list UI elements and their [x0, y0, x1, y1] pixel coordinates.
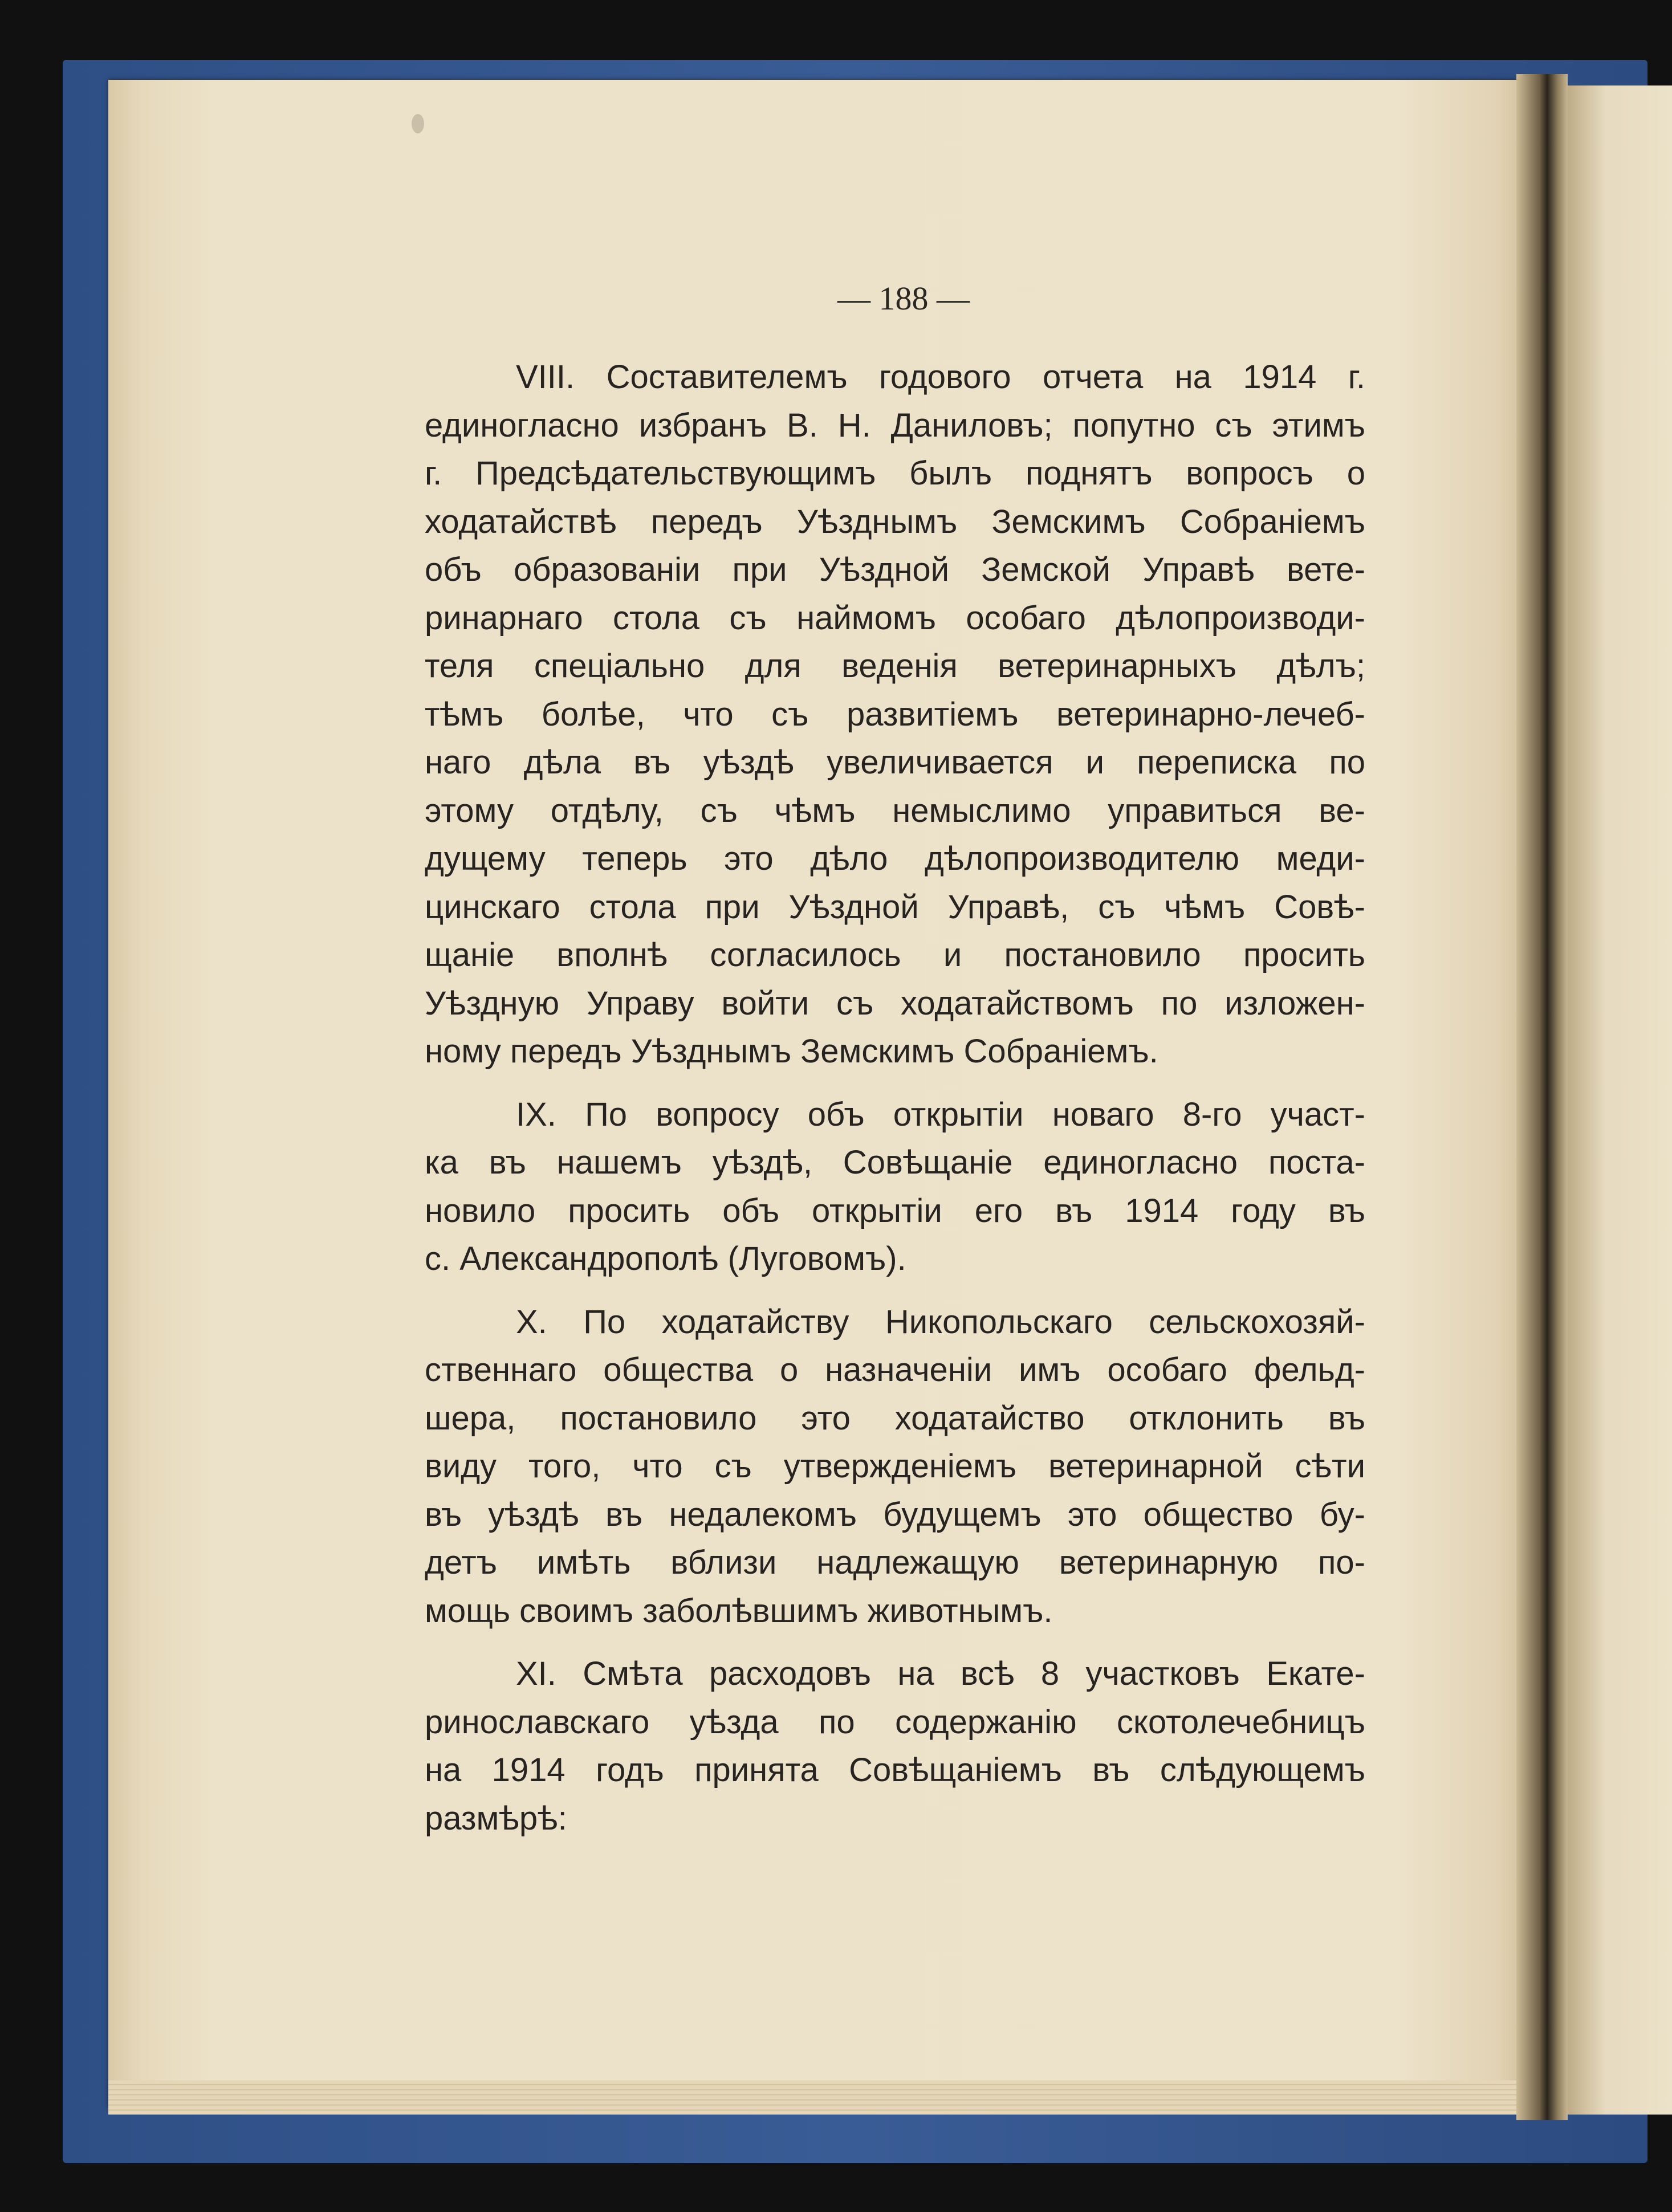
text-line: щаніе вполнѣ согласилось и постановило просить: [425, 936, 1365, 973]
text-line: этому отдѣлу, съ чѣмъ немыслимо управиться ве-: [425, 792, 1365, 829]
text-line: тѣмъ болѣе, что съ развитіемъ ветеринарно-лечеб-: [425, 695, 1365, 733]
text-line: IX. По вопросу объ открытіи новаго 8-го участ-: [516, 1095, 1365, 1133]
paragraph: [425, 1650, 1365, 1843]
text-line: VIII. Составителемъ годового отчета на 1914 г.: [516, 359, 1365, 396]
text-line: г. Предсѣдательствующимъ былъ поднятъ вопросъ о: [425, 455, 1365, 492]
page-number: — 188 —: [837, 280, 970, 317]
text-line: теля спеціально для веденія ветеринарныхъ дѣлъ;: [425, 647, 1365, 685]
paragraph: [425, 1091, 1365, 1284]
text-line: с. Александрополѣ (Луговомъ).: [425, 1240, 906, 1277]
text-line: въ уѣздѣ въ недалекомъ будущемъ это общество бу-: [425, 1496, 1365, 1533]
text-line: наго дѣла въ уѣздѣ увеличивается и переписка по: [425, 744, 1365, 781]
text-line: Уѣздную Управу войти съ ходатайствомъ по изложен-: [425, 984, 1365, 1022]
text-line: шера, постановило это ходатайство отклонить въ: [425, 1399, 1365, 1437]
body-text: [425, 353, 1365, 1843]
page-edges: [108, 2080, 1528, 2115]
text-line: X. По ходатайству Никопольскаго сельскохозяй-: [516, 1303, 1365, 1341]
facing-page: [1562, 85, 1672, 2115]
text-line: ка въ нашемъ уѣздѣ, Совѣщаніе единогласно поста-: [425, 1144, 1365, 1181]
text-line: ринославскаго уѣзда по содержанію скотолечебницъ: [425, 1703, 1365, 1741]
text-line: дущему теперь это дѣло дѣлопроизводителю меди-: [425, 840, 1365, 877]
text-line: цинскаго стола при Уѣздной Управѣ, съ чѣмъ Совѣ-: [425, 888, 1365, 926]
text-line: на 1914 годъ принята Совѣщаніемъ въ слѣдующемъ: [425, 1751, 1365, 1789]
text-line: детъ имѣть вблизи надлежащую ветеринарную по-: [425, 1544, 1365, 1581]
text-line: новило просить объ открытіи его въ 1914 году въ: [425, 1192, 1365, 1229]
text-line: ственнаго общества о назначеніи имъ особаго фельд-: [425, 1351, 1365, 1388]
text-line: размѣрѣ:: [425, 1799, 567, 1837]
text-line: ринарнаго стола съ наймомъ особаго дѣлопроизводи-: [425, 599, 1365, 637]
paragraph: [425, 1298, 1365, 1636]
text-line: ходатайствѣ передъ Уѣзднымъ Земскимъ Собраніемъ: [425, 503, 1365, 540]
paragraph: [425, 353, 1365, 1076]
text-line: ному передъ Уѣзднымъ Земскимъ Собраніемъ.: [425, 1033, 1158, 1070]
text-line: виду того, что съ утвержденіемъ ветеринарной сѣти: [425, 1448, 1365, 1485]
book-gutter: [1516, 74, 1568, 2120]
text-line: единогласно избранъ В. Н. Даниловъ; попутно съ этимъ: [425, 406, 1365, 444]
paper-stain: [412, 114, 424, 133]
text-line: XI. Смѣта расходовъ на всѣ 8 участковъ Екате-: [516, 1655, 1365, 1692]
text-line: мощь своимъ заболѣвшимъ животнымъ.: [425, 1592, 1053, 1630]
text-line: объ образованіи при Уѣздной Земской Управѣ вете-: [425, 551, 1365, 588]
